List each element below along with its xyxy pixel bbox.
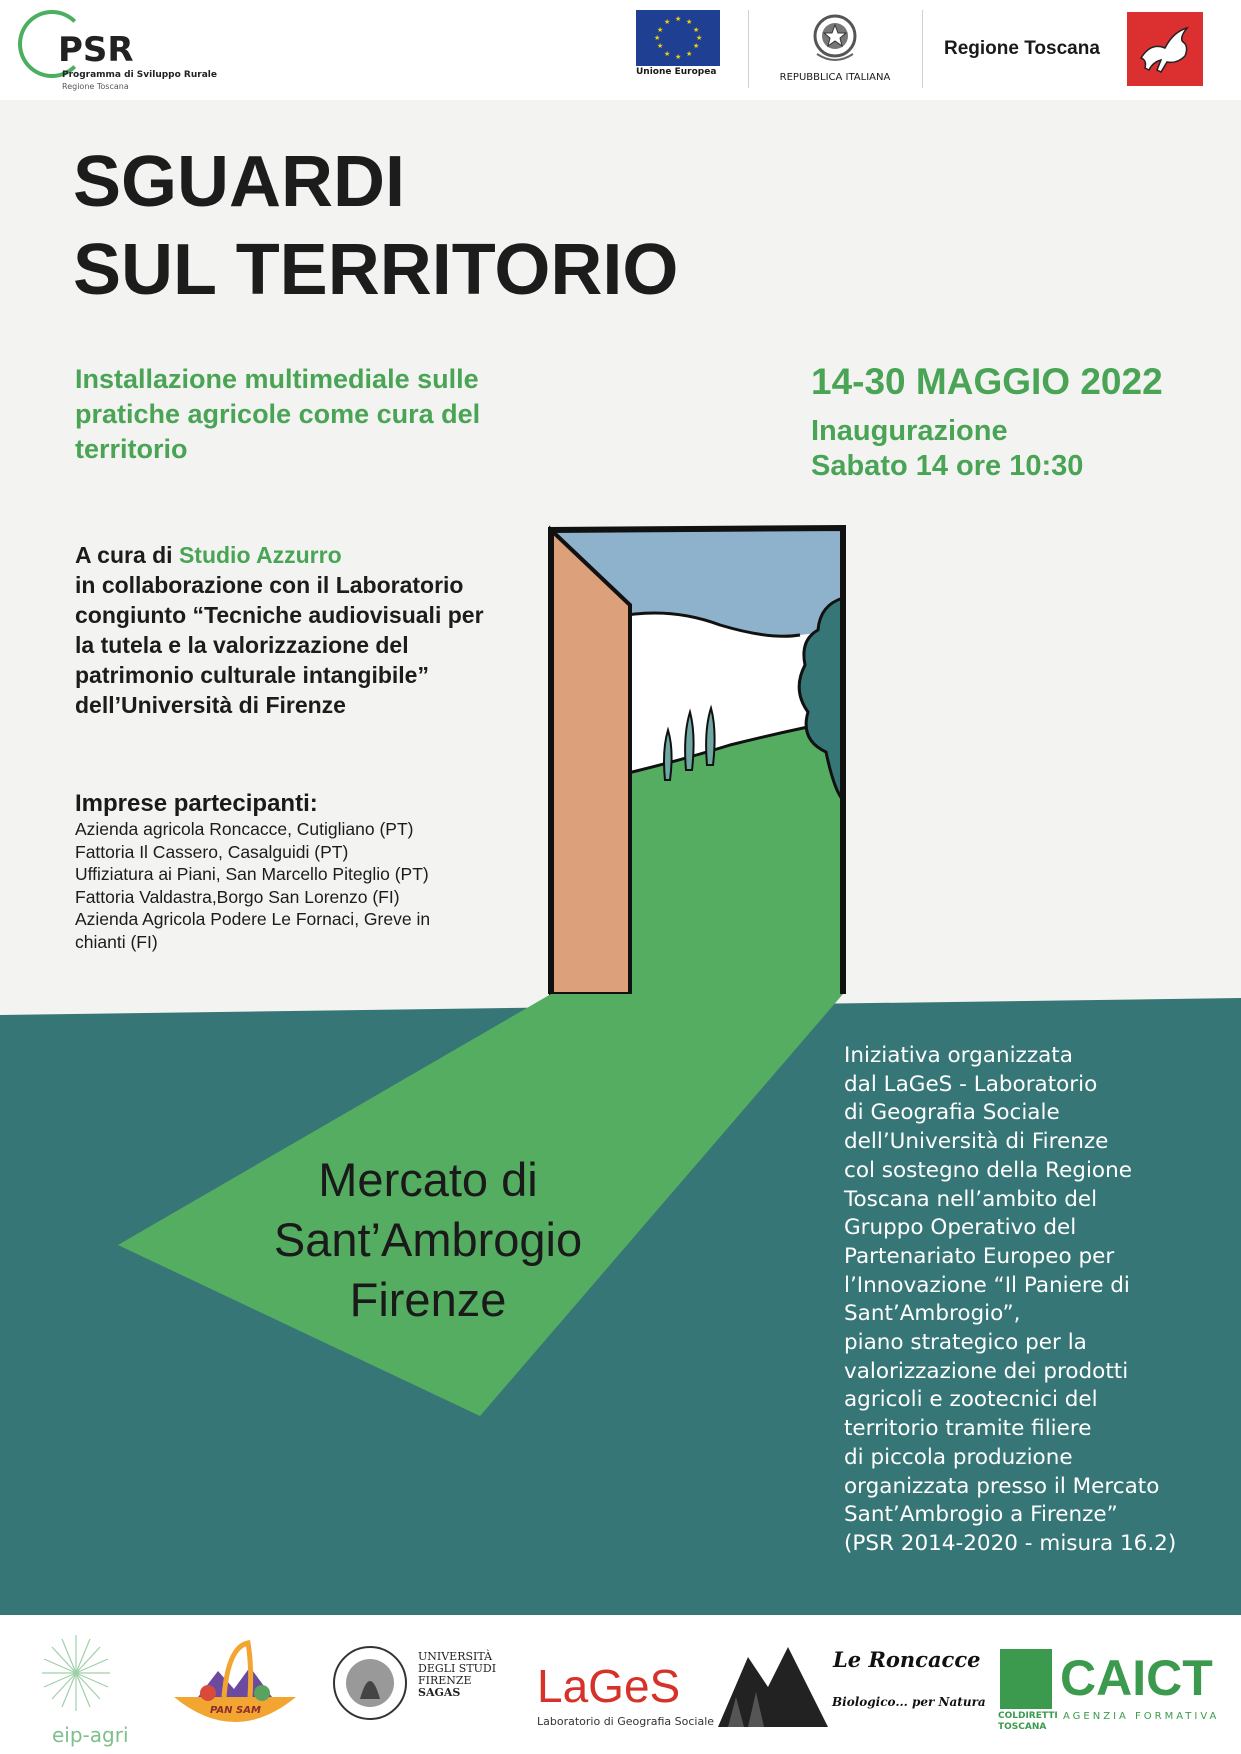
info-line: organizzata presso il Mercato — [844, 1473, 1160, 1499]
info-line: piano strategico per la — [844, 1330, 1087, 1356]
info-line: dell’Università di Firenze — [844, 1129, 1109, 1155]
company-item: Uffiziatura ai Piani, San Marcello Piteglio (PT) — [75, 864, 429, 884]
unifi-seal-icon — [330, 1643, 410, 1723]
caict-logo: CAICT — [1060, 1650, 1213, 1706]
organizer-info — [844, 1042, 1214, 1559]
inauguration-time: Sabato 14 ore 10:30 — [811, 450, 1084, 482]
info-line: Partenariato Europeo per — [844, 1243, 1115, 1269]
eip-agri-logo-icon — [40, 1627, 112, 1719]
company-item: Fattoria Valdastra,Borgo San Lorenzo (FI) — [75, 886, 400, 907]
info-line: Toscana nell’ambito del — [844, 1186, 1098, 1212]
info-line: l’Innovazione “Il Paniere di — [844, 1272, 1130, 1298]
curated-prefix: A cura di — [75, 542, 179, 568]
unifi-line: FIRENZE — [418, 1674, 472, 1687]
eu-flag-icon: ★ ★ ★ ★ ★ ★ ★ ★ ★ ★ ★ ★ — [636, 10, 720, 66]
unifi-line: SAGAS — [418, 1686, 461, 1699]
pansam-label: PAN SAM — [210, 1705, 261, 1716]
info-line: Gruppo Operativo del — [844, 1215, 1077, 1241]
coldiretti-logo-icon — [1000, 1649, 1052, 1709]
unifi-line: DEGLI STUDI — [418, 1662, 497, 1675]
eu-label: Unione Europea — [636, 67, 717, 77]
info-line: di Geografia Sociale — [844, 1100, 1060, 1126]
info-line: col sostegno della Regione — [844, 1157, 1132, 1183]
info-line: agricoli e zootecnici del — [844, 1387, 1098, 1413]
curated-by — [75, 540, 495, 720]
info-line: valorizzazione dei prodotti — [844, 1358, 1129, 1384]
company-item: Fattoria Il Cassero, Casalguidi (PT) — [75, 841, 349, 862]
info-line: Sant’Ambrogio a Firenze” — [844, 1502, 1118, 1528]
pansam-logo-icon — [168, 1637, 302, 1737]
company-item: Azienda Agricola Podere Le Fornaci, Greve in chianti (FI) — [75, 909, 431, 952]
inauguration-label: Inaugurazione — [811, 415, 1008, 447]
date-range: 14-30 MAGGIO 2022 — [811, 361, 1163, 402]
coldiretti-line: COLDIRETTI — [998, 1711, 1058, 1721]
participating-companies — [75, 790, 475, 953]
eip-agri-label: eip-agri — [52, 1723, 129, 1747]
company-item: Azienda agricola Roncacce, Cutigliano (PT) — [75, 819, 414, 839]
roncacce-mountains-icon — [718, 1637, 828, 1737]
republic-label: REPUBBLICA ITALIANA — [779, 72, 891, 83]
venue-line-2: Sant’Ambrogio — [273, 1213, 583, 1266]
roncacce-title: Le Roncacce — [833, 1647, 981, 1672]
lages-logo: LaGeS — [537, 1660, 681, 1712]
venue-line-1: Mercato di — [318, 1153, 538, 1206]
studio-name: Studio Azzurro — [178, 542, 342, 568]
venue-line-3: Firenze — [349, 1273, 507, 1326]
caict-subtitle: AGENZIA FORMATIVA — [1063, 1711, 1220, 1722]
psr-region: Regione Toscana — [62, 82, 129, 91]
info-line: territorio tramite filiere — [844, 1416, 1092, 1442]
psr-title: PSR — [58, 30, 134, 70]
roncacce-subtitle: Biologico... per Natura — [832, 1695, 986, 1709]
poster-subtitle: Installazione multimediale sulle pratiche agricole come cura del territorio — [75, 364, 481, 464]
info-line: (PSR 2014-2020 - misura 16.2) — [844, 1530, 1177, 1556]
region-name: Regione Toscana — [944, 38, 1100, 59]
venue — [228, 1150, 628, 1330]
companies-title: Imprese partecipanti: — [75, 790, 318, 817]
psr-subtitle: Programma di Sviluppo Rurale — [62, 70, 217, 80]
unifi-label — [418, 1651, 496, 1699]
info-line: Iniziativa organizzata — [844, 1043, 1073, 1068]
coldiretti-line: TOSCANA — [998, 1722, 1047, 1732]
door-panel — [551, 530, 630, 994]
lages-subtitle: Laboratorio di Geografia Sociale — [537, 1715, 715, 1728]
title-line-1: SGUARDI — [73, 142, 406, 222]
unifi-line: UNIVERSITÀ — [418, 1650, 493, 1663]
companies-list — [75, 818, 475, 953]
coldiretti-label — [998, 1711, 1058, 1733]
info-line: dal LaGeS - Laboratorio — [844, 1071, 1098, 1097]
curated-text: in collaborazione con il Laboratorio congiunto “Tecniche audiovisuali per la tutela e la valorizzazione del patrimonio culturale intangibile” dell’Università di Firenze — [75, 572, 484, 718]
info-line: Sant’Ambrogio”, — [844, 1301, 1021, 1327]
title-line-2: SUL TERRITORIO — [73, 230, 679, 310]
info-line: di piccola produzione — [844, 1444, 1073, 1470]
partner-logos — [0, 1615, 1241, 1754]
